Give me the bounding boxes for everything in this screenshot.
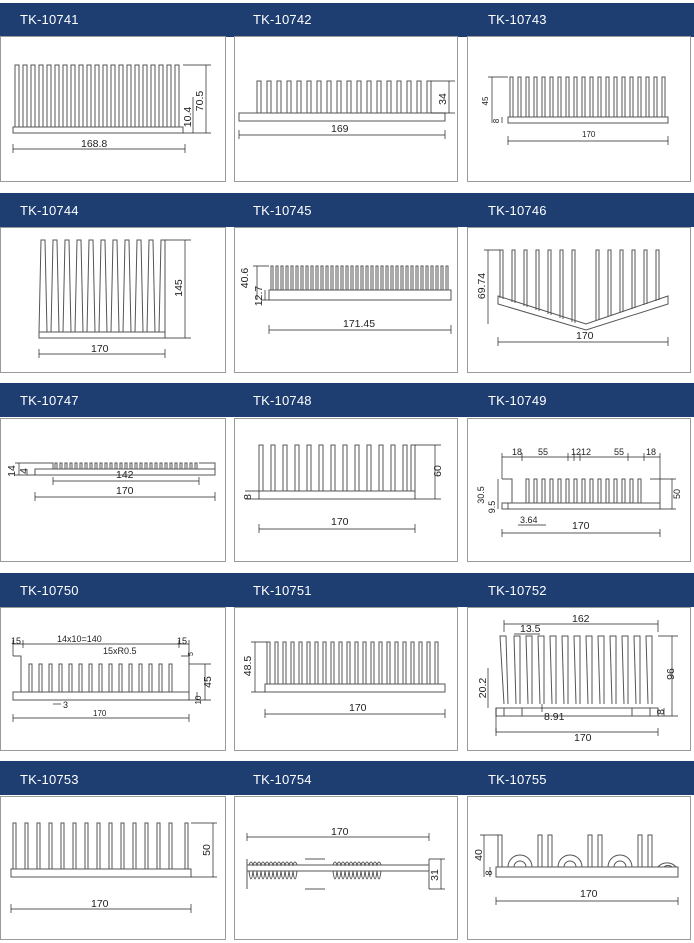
dim-radius-note: 15xR0.5 bbox=[103, 646, 137, 656]
dim-width-label: 170 bbox=[331, 826, 349, 838]
dim-pitch-label: 14x10=140 bbox=[57, 634, 102, 644]
heatsink-profile bbox=[39, 332, 165, 338]
dim-height-label: 45 bbox=[202, 676, 214, 688]
product-code: TK-10746 bbox=[488, 203, 547, 218]
product-code: TK-10749 bbox=[488, 393, 547, 408]
fin-group bbox=[29, 664, 172, 692]
dim-width-label: 170 bbox=[580, 888, 598, 900]
section-header-band bbox=[0, 193, 694, 227]
product-code: TK-10750 bbox=[20, 583, 79, 598]
heatsink-profile-drawing bbox=[468, 419, 692, 563]
dim-height-label: 31 bbox=[429, 869, 441, 881]
fin-group bbox=[247, 859, 429, 889]
dim-gap-label: 3 bbox=[63, 700, 69, 710]
fin-group bbox=[13, 823, 188, 869]
section-header-band bbox=[0, 383, 694, 417]
dim-base-label: 12.7 bbox=[253, 285, 265, 307]
heatsink-profile bbox=[269, 290, 451, 300]
section-header-band bbox=[0, 3, 694, 37]
heatsink-profile bbox=[496, 867, 678, 877]
dim-base-label: 8 bbox=[242, 494, 254, 500]
profile-drawing-panel bbox=[467, 227, 691, 373]
heatsink-profile-drawing bbox=[468, 608, 692, 752]
dim-width-label: 171.45 bbox=[343, 318, 376, 330]
fin-group bbox=[15, 65, 179, 127]
heatsink-profile-drawing bbox=[235, 608, 459, 752]
profile-drawing-panel bbox=[234, 607, 458, 751]
section-header-band bbox=[0, 761, 694, 795]
dim-height-label: 70.5 bbox=[194, 90, 206, 112]
heatsink-profile bbox=[265, 684, 445, 692]
product-code: TK-10742 bbox=[253, 12, 312, 27]
dim-label: 15 bbox=[11, 636, 22, 646]
fin-group bbox=[510, 77, 665, 117]
profile-drawing-panel bbox=[234, 36, 458, 182]
dim-base-label: 8 bbox=[655, 709, 667, 715]
profile-drawing-panel bbox=[0, 36, 226, 182]
fin-group bbox=[526, 479, 641, 503]
heatsink-profile-drawing bbox=[235, 37, 459, 183]
dim-base-label: 9.5 bbox=[487, 500, 497, 514]
profile-drawing-panel bbox=[467, 796, 691, 940]
heatsink-profile-drawing bbox=[468, 797, 692, 941]
dim-width-label: 170 bbox=[331, 516, 349, 528]
product-code: TK-10741 bbox=[20, 12, 79, 27]
dim-base-label: 8 bbox=[492, 118, 501, 124]
fin-group bbox=[271, 266, 448, 290]
profile-drawing-panel bbox=[467, 607, 691, 751]
product-code: TK-10754 bbox=[253, 772, 312, 787]
dim-label: 15 bbox=[177, 636, 188, 646]
dim-width-label: 170 bbox=[574, 732, 592, 744]
dim-width-label: 170 bbox=[91, 898, 109, 910]
profile-drawing-panel bbox=[234, 227, 458, 373]
dim-width-label: 170 bbox=[91, 343, 109, 355]
dim-pitch-label: 13.5 bbox=[520, 623, 541, 635]
dim-inner-label: 142 bbox=[116, 469, 134, 481]
dim-left-label: 30.5 bbox=[476, 486, 486, 504]
dim-height-label: 50 bbox=[672, 488, 682, 500]
profile-drawing-panel bbox=[234, 418, 458, 562]
dim-height-label: 40 bbox=[473, 849, 485, 861]
heatsink-profile bbox=[496, 708, 658, 716]
dim-height-label: 145 bbox=[173, 279, 185, 297]
product-code: TK-10751 bbox=[253, 583, 312, 598]
heatsink-profile-drawing bbox=[235, 419, 459, 563]
dim-height-label: 69.74 bbox=[476, 272, 488, 300]
dim-height-label: 40.6 bbox=[239, 267, 251, 289]
dim-height-label: 60 bbox=[432, 465, 444, 477]
product-code: TK-10753 bbox=[20, 772, 79, 787]
fin-group bbox=[498, 835, 676, 867]
dim-base-label: 8 bbox=[484, 870, 494, 876]
dim-width-label: 170 bbox=[93, 709, 107, 718]
product-code: TK-10755 bbox=[488, 772, 547, 787]
profile-drawing-panel bbox=[467, 36, 691, 182]
dim-label: 55 bbox=[614, 447, 625, 457]
heatsink-profile-drawing bbox=[1, 419, 227, 563]
dim-base-label: 4 bbox=[18, 468, 30, 474]
heatsink-profile bbox=[11, 869, 191, 877]
dim-top-label: 5 bbox=[188, 652, 195, 656]
heatsink-profile-drawing bbox=[1, 797, 227, 941]
product-code: TK-10743 bbox=[488, 12, 547, 27]
profile-drawing-panel bbox=[234, 796, 458, 940]
dim-height-label: 45 bbox=[481, 96, 490, 106]
heatsink-profile-drawing bbox=[235, 797, 459, 941]
product-code: TK-10752 bbox=[488, 583, 547, 598]
heatsink-profile bbox=[247, 865, 429, 871]
dim-left-label: 20.2 bbox=[477, 677, 489, 699]
dim-height-label: 14 bbox=[6, 465, 18, 477]
heatsink-profile bbox=[508, 117, 668, 123]
fin-group bbox=[259, 445, 415, 491]
heatsink-profile-drawing bbox=[468, 228, 692, 374]
section-header-band bbox=[0, 573, 694, 607]
dim-height-label: 96 bbox=[665, 668, 677, 680]
dim-base-label: 10.4 bbox=[182, 106, 194, 128]
dim-pitch-label: 3.64 bbox=[520, 515, 538, 525]
heatsink-profile-drawing bbox=[468, 37, 692, 183]
dim-label: 18 bbox=[646, 447, 657, 457]
dim-label: 12 bbox=[581, 447, 592, 457]
product-code: TK-10744 bbox=[20, 203, 79, 218]
heatsink-profile-drawing bbox=[235, 228, 459, 374]
dim-slot-label: 8.91 bbox=[544, 711, 565, 723]
product-code: TK-10745 bbox=[253, 203, 312, 218]
heatsink-profile-drawing bbox=[1, 228, 227, 374]
dim-width-label: 170 bbox=[572, 520, 590, 532]
fin-group bbox=[267, 642, 438, 684]
dim-base-label: 10 bbox=[194, 695, 203, 705]
profile-drawing-panel bbox=[0, 418, 226, 562]
profile-drawing-panel bbox=[0, 796, 226, 940]
heatsink-profile bbox=[13, 127, 183, 133]
dim-height-label: 34 bbox=[437, 93, 449, 105]
dim-label: 12 bbox=[571, 447, 582, 457]
fin-group bbox=[500, 636, 652, 704]
heatsink-profile-drawing bbox=[1, 37, 227, 183]
heatsink-profile bbox=[259, 491, 415, 499]
profile-drawing-panel bbox=[0, 607, 226, 751]
product-code: TK-10747 bbox=[20, 393, 79, 408]
profile-drawing-panel bbox=[467, 418, 691, 562]
fin-group bbox=[257, 81, 431, 113]
dim-width-label: 169 bbox=[331, 123, 349, 135]
product-code: TK-10748 bbox=[253, 393, 312, 408]
dim-width-label: 170 bbox=[349, 702, 367, 714]
fin-group bbox=[39, 240, 165, 332]
dim-width-label: 170 bbox=[576, 330, 594, 342]
dim-top-width-label: 162 bbox=[572, 613, 590, 625]
profile-drawing-panel bbox=[0, 227, 226, 373]
dim-width-label: 170 bbox=[116, 485, 134, 497]
dim-label: 55 bbox=[538, 447, 549, 457]
dim-height-label: 50 bbox=[201, 844, 213, 856]
dim-label: 18 bbox=[512, 447, 523, 457]
dim-width-label: 170 bbox=[582, 130, 596, 139]
dim-height-label: 48.5 bbox=[242, 655, 254, 677]
dim-width-label: 168.8 bbox=[81, 138, 108, 150]
heatsink-profile-drawing bbox=[1, 608, 227, 752]
heatsink-profile bbox=[239, 113, 445, 121]
